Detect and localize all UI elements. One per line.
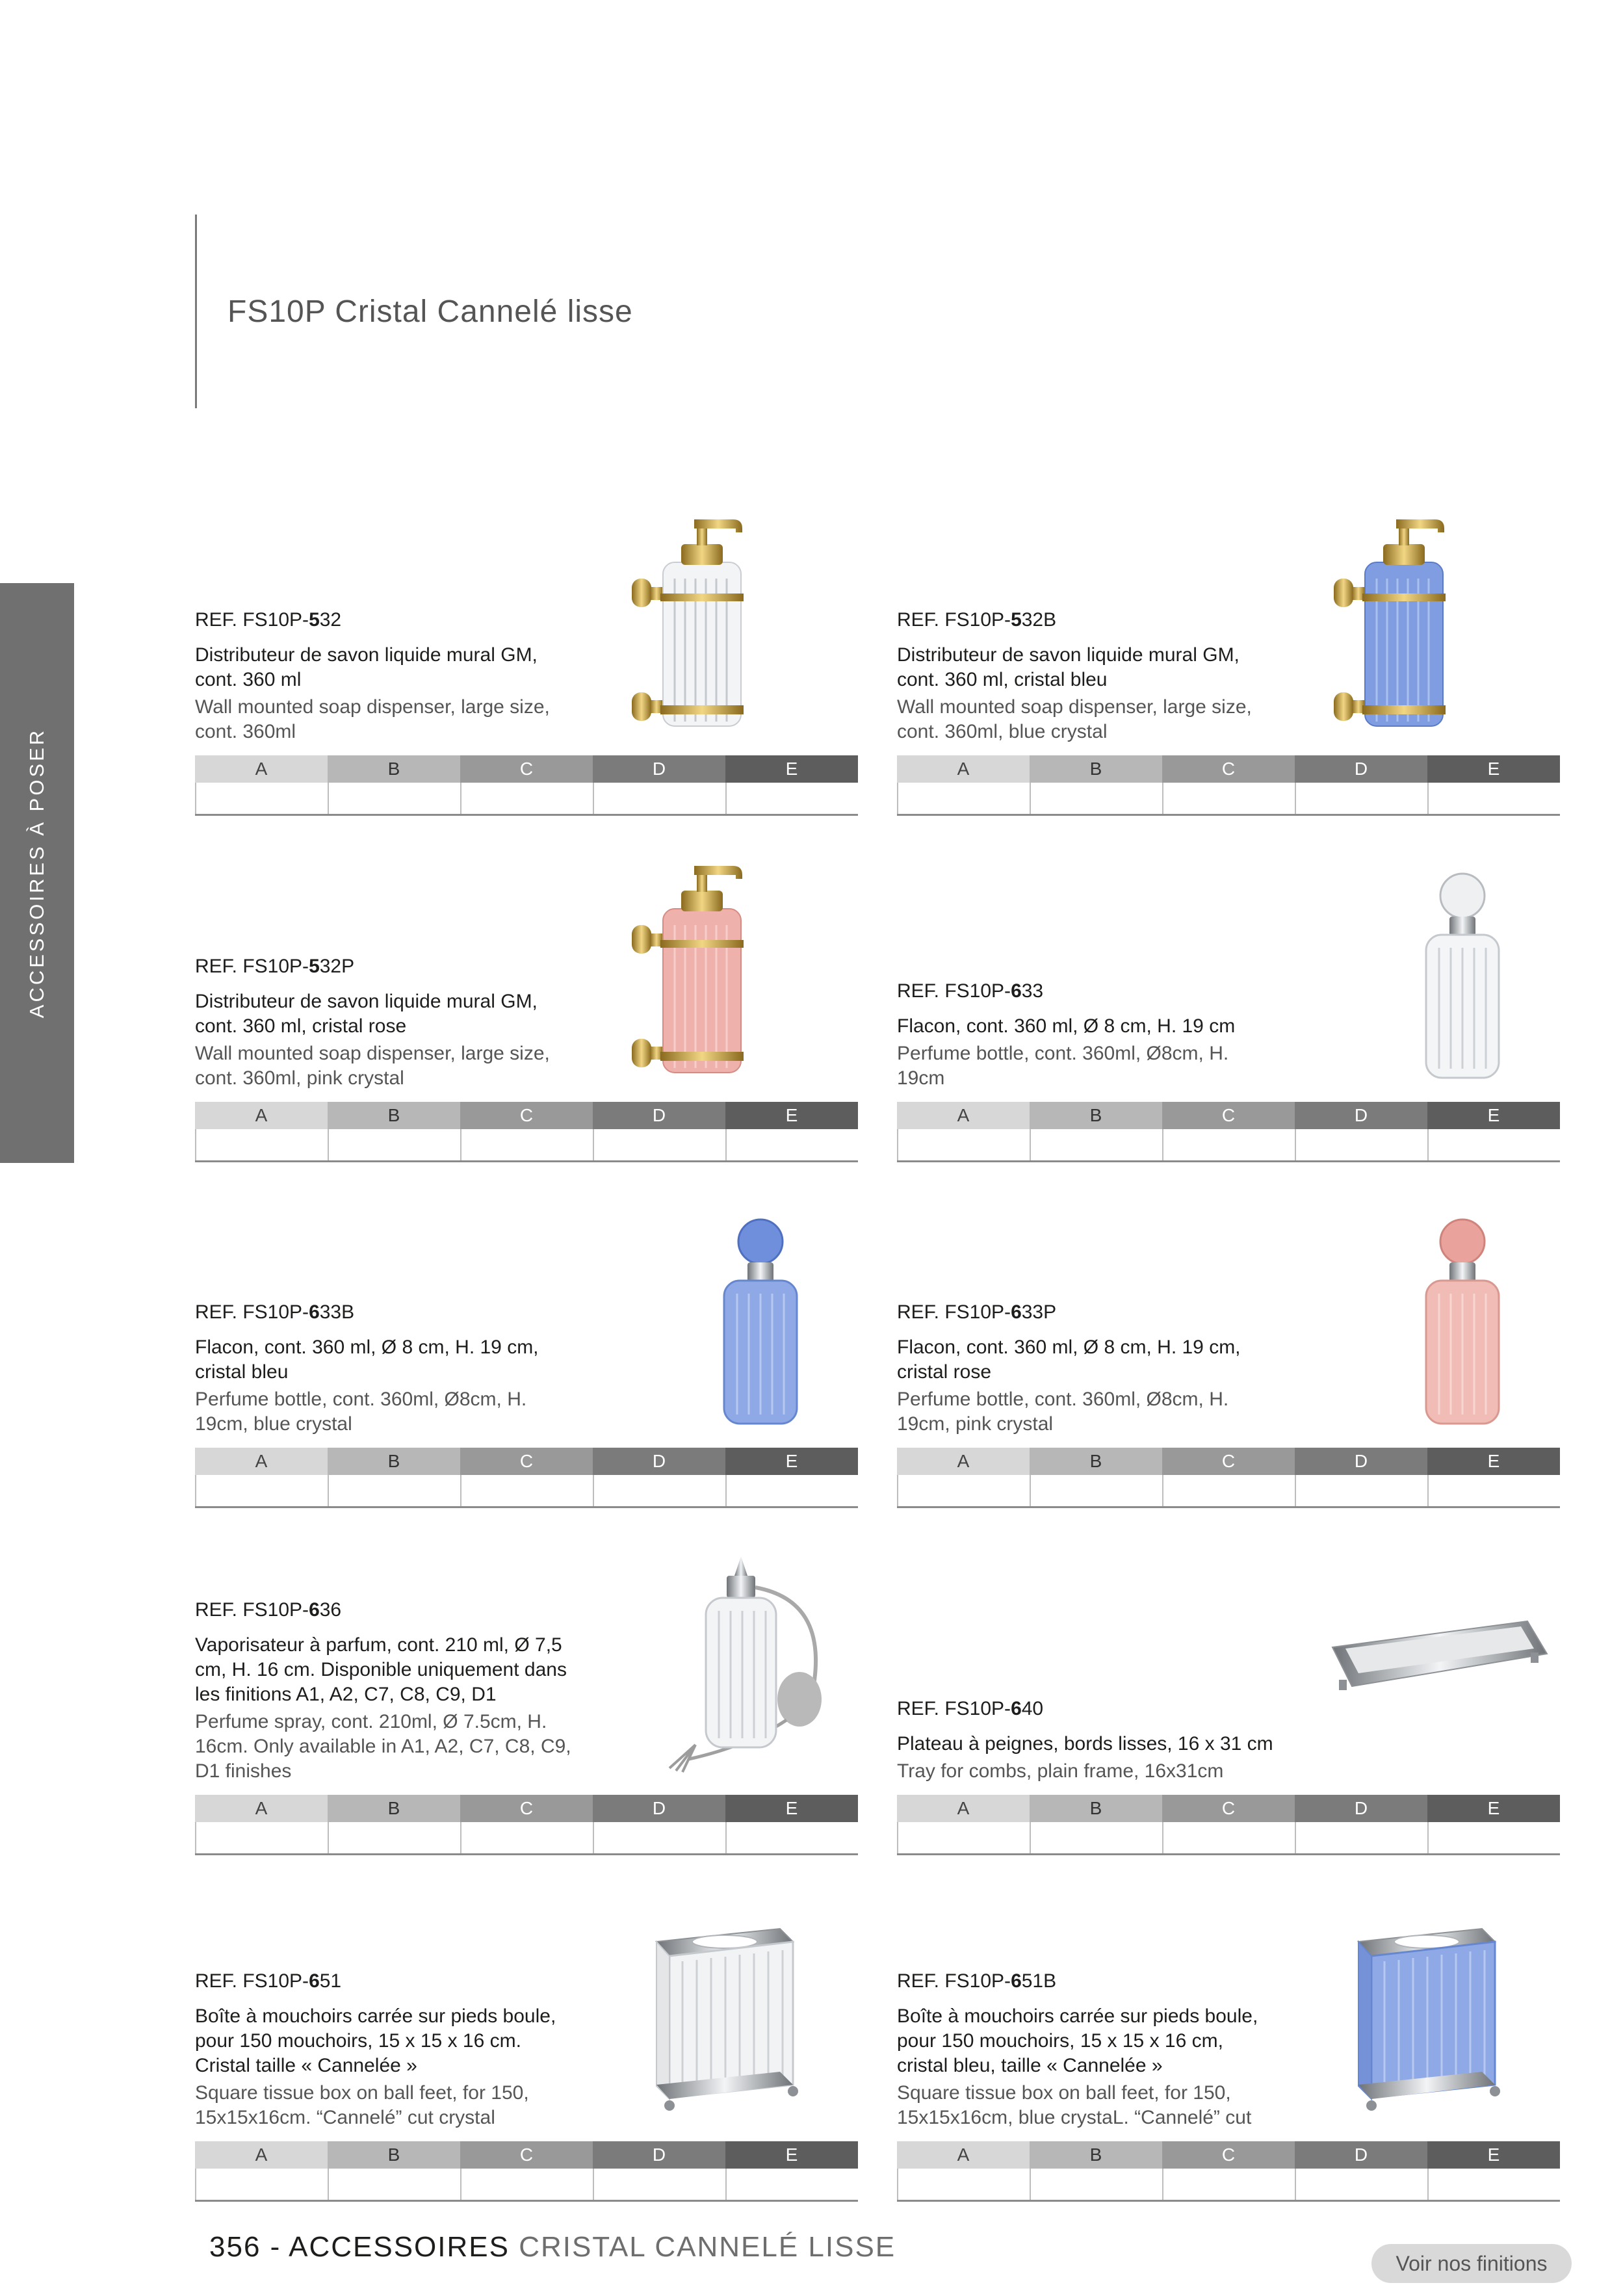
voir-finitions-button[interactable]: Voir nos finitions	[1371, 2244, 1572, 2283]
finish-cell	[1162, 1129, 1295, 1160]
finish-cell	[1162, 1475, 1295, 1506]
product-desc-fr: Vaporisateur à parfum, cont. 210 ml, Ø 7,5 cm, H. 16 cm. Disponible uniquement dans les finitions A1, A2, C7, C8, C9, D1	[195, 1634, 567, 1705]
finish-cell	[593, 2169, 725, 2200]
finish-col-a: A	[195, 1795, 328, 1822]
finish-col-a: A	[195, 1448, 328, 1475]
finish-cell	[195, 1822, 328, 1853]
perfume-bottle-clear-icon	[1319, 857, 1553, 1091]
product-desc-fr: Flacon, cont. 360 ml, Ø 8 cm, H. 19 cm, cristal rose	[897, 1337, 1241, 1383]
soap-dispenser-clear-icon	[617, 510, 851, 744]
finish-cell	[195, 2169, 328, 2200]
finish-col-d: D	[593, 2141, 725, 2169]
finish-cell	[593, 1475, 725, 1506]
finish-cell	[328, 1475, 460, 1506]
finish-table	[897, 2141, 1560, 2202]
finish-cell	[897, 783, 1030, 814]
footer-subsection: CRISTAL CANNELÉ LISSE	[519, 2231, 896, 2263]
finish-cell	[1427, 1129, 1560, 1160]
finish-col-e: E	[1427, 1795, 1560, 1822]
finish-col-d: D	[593, 1448, 725, 1475]
finish-cell	[725, 1129, 858, 1160]
finish-cell	[897, 1129, 1030, 1160]
finish-cell	[1030, 2169, 1162, 2200]
finish-col-e: E	[1427, 1448, 1560, 1475]
page-title: FS10P Cristal Cannelé lisse	[227, 294, 633, 329]
finish-cell	[725, 1822, 858, 1853]
side-section-label: ACCESSOIRES À POSER	[25, 727, 48, 1019]
finish-cell	[460, 2169, 593, 2200]
finish-col-b: B	[328, 1795, 460, 1822]
product-ref: REF. FS10P-640	[897, 1698, 1044, 1719]
finish-table	[897, 1102, 1560, 1162]
finish-cell	[1030, 1129, 1162, 1160]
finish-table	[897, 755, 1560, 816]
product-desc-fr: Plateau à peignes, bords lisses, 16 x 31 cm	[897, 1733, 1273, 1755]
finish-col-e: E	[725, 1102, 858, 1129]
finish-table	[195, 755, 858, 816]
product-desc-en: Perfume spray, cont. 210ml, Ø 7.5cm, H. 16cm. Only available in A1, A2, C7, C8, C9, D1 finishes	[195, 1711, 571, 1782]
finish-col-a: A	[195, 2141, 328, 2169]
product-ref: REF. FS10P-633	[897, 980, 1044, 1002]
finish-cell	[897, 2169, 1030, 2200]
finish-cell	[593, 783, 725, 814]
product-desc-en: Square tissue box on ball feet, for 150, 15x15x16cm, blue crystaL. “Cannelé” cut	[897, 2082, 1252, 2128]
finish-cell	[1030, 1475, 1162, 1506]
finish-col-d: D	[593, 1102, 725, 1129]
finish-col-b: B	[328, 1102, 460, 1129]
finish-cell	[1427, 2169, 1560, 2200]
finish-col-c: C	[1162, 1448, 1295, 1475]
finish-col-c: C	[460, 2141, 593, 2169]
finish-col-a: A	[897, 1795, 1030, 1822]
finish-cell	[1295, 1475, 1427, 1506]
finish-cell	[593, 1822, 725, 1853]
finish-col-c: C	[1162, 1795, 1295, 1822]
product-ref: REF. FS10P-633B	[195, 1301, 355, 1323]
product-card	[897, 510, 1560, 816]
finish-cell	[460, 1822, 593, 1853]
finish-cell	[1427, 1822, 1560, 1853]
finish-cell	[1030, 783, 1162, 814]
product-desc-en: Tray for combs, plain frame, 16x31cm	[897, 1760, 1224, 1782]
title-rule	[195, 215, 197, 408]
finish-col-a: A	[897, 1102, 1030, 1129]
product-ref: REF. FS10P-633P	[897, 1301, 1057, 1323]
finish-col-e: E	[1427, 1102, 1560, 1129]
page-number: 356 -	[209, 2231, 289, 2263]
product-ref: REF. FS10P-532	[195, 609, 342, 631]
product-card	[195, 1896, 858, 2202]
finish-col-b: B	[1030, 1102, 1162, 1129]
product-desc-fr: Boîte à mouchoirs carrée sur pieds boule, pour 150 mouchoirs, 15 x 15 x 16 cm. Cristal taille « Cannelée »	[195, 2005, 556, 2076]
product-card	[897, 1896, 1560, 2202]
product-desc-en: Square tissue box on ball feet, for 150, 15x15x16cm. “Cannelé” cut crystal	[195, 2082, 529, 2128]
finish-col-d: D	[1295, 1102, 1427, 1129]
finish-cell	[195, 1475, 328, 1506]
finish-col-d: D	[593, 1795, 725, 1822]
finish-cell	[195, 783, 328, 814]
product-desc-fr: Distributeur de savon liquide mural GM, cont. 360 ml, cristal bleu	[897, 644, 1240, 690]
product-desc-fr: Flacon, cont. 360 ml, Ø 8 cm, H. 19 cm	[897, 1015, 1236, 1037]
finish-cell	[1162, 2169, 1295, 2200]
finish-col-b: B	[1030, 1448, 1162, 1475]
finish-table	[195, 2141, 858, 2202]
product-card	[195, 1203, 858, 1508]
finish-col-c: C	[460, 755, 593, 783]
side-section-tab	[0, 583, 74, 1163]
finish-cell	[1295, 1822, 1427, 1853]
product-desc-fr: Distributeur de savon liquide mural GM, cont. 360 ml, cristal rose	[195, 991, 538, 1037]
product-card	[195, 857, 858, 1162]
product-ref: REF. FS10P-636	[195, 1599, 342, 1621]
finish-cell	[725, 1475, 858, 1506]
product-ref: REF. FS10P-651B	[897, 1970, 1057, 1992]
finish-cell	[328, 1129, 460, 1160]
finish-table	[195, 1795, 858, 1855]
footer-section: ACCESSOIRES	[289, 2231, 519, 2263]
finish-col-e: E	[725, 1795, 858, 1822]
product-desc-fr: Boîte à mouchoirs carrée sur pieds boule, pour 150 mouchoirs, 15 x 15 x 16 cm, cristal bleu, taille « Cannelée »	[897, 2005, 1258, 2076]
product-ref: REF. FS10P-532B	[897, 609, 1057, 631]
tissue-box-blue-icon	[1319, 1896, 1553, 2130]
finish-cell	[897, 1475, 1030, 1506]
finish-table	[195, 1102, 858, 1162]
finish-col-c: C	[1162, 755, 1295, 783]
finish-table	[897, 1795, 1560, 1855]
finish-cell	[328, 783, 460, 814]
finish-cell	[1295, 1129, 1427, 1160]
finish-cell	[1427, 1475, 1560, 1506]
finish-col-b: B	[328, 755, 460, 783]
finish-col-d: D	[1295, 755, 1427, 783]
finish-col-e: E	[725, 755, 858, 783]
finish-cell	[1295, 783, 1427, 814]
finish-cell	[460, 1129, 593, 1160]
finish-col-e: E	[725, 2141, 858, 2169]
finish-table	[897, 1448, 1560, 1508]
page-footer	[209, 2231, 896, 2263]
perfume-bottle-pink-icon	[1319, 1203, 1553, 1437]
finish-col-d: D	[1295, 2141, 1427, 2169]
finish-cell	[1427, 783, 1560, 814]
finish-cell	[725, 783, 858, 814]
finish-cell	[460, 1475, 593, 1506]
finish-cell	[1295, 2169, 1427, 2200]
finish-col-d: D	[1295, 1448, 1427, 1475]
finish-col-e: E	[1427, 2141, 1560, 2169]
finish-col-b: B	[328, 2141, 460, 2169]
finish-cell	[328, 1822, 460, 1853]
perfume-bottle-blue-icon	[617, 1203, 851, 1437]
product-desc-en: Wall mounted soap dispenser, large size, cont. 360ml	[195, 696, 550, 742]
comb-tray-icon	[1319, 1550, 1553, 1784]
finish-col-c: C	[1162, 2141, 1295, 2169]
product-desc-en: Wall mounted soap dispenser, large size, cont. 360ml, blue crystal	[897, 696, 1252, 742]
product-desc-fr: Distributeur de savon liquide mural GM, cont. 360 ml	[195, 644, 538, 690]
finish-cell	[460, 783, 593, 814]
product-desc-en: Perfume bottle, cont. 360ml, Ø8cm, H. 19cm, blue crystal	[195, 1389, 527, 1435]
tissue-box-clear-icon	[617, 1896, 851, 2130]
product-ref: REF. FS10P-532P	[195, 956, 355, 977]
product-card	[897, 1203, 1560, 1508]
finish-col-c: C	[460, 1448, 593, 1475]
product-desc-fr: Flacon, cont. 360 ml, Ø 8 cm, H. 19 cm, cristal bleu	[195, 1337, 539, 1383]
finish-cell	[1162, 1822, 1295, 1853]
product-ref: REF. FS10P-651	[195, 1970, 342, 1992]
finish-col-a: A	[897, 1448, 1030, 1475]
finish-col-a: A	[195, 755, 328, 783]
finish-col-a: A	[195, 1102, 328, 1129]
product-card	[195, 510, 858, 816]
finish-col-c: C	[460, 1795, 593, 1822]
finish-col-b: B	[1030, 2141, 1162, 2169]
finish-col-e: E	[1427, 755, 1560, 783]
finish-cell	[725, 2169, 858, 2200]
finish-col-c: C	[1162, 1102, 1295, 1129]
perfume-spray-icon	[617, 1550, 851, 1784]
finish-col-a: A	[897, 2141, 1030, 2169]
product-card	[897, 857, 1560, 1162]
finish-col-b: B	[1030, 1795, 1162, 1822]
finish-col-e: E	[725, 1448, 858, 1475]
finish-col-b: B	[328, 1448, 460, 1475]
finish-cell	[593, 1129, 725, 1160]
product-desc-en: Perfume bottle, cont. 360ml, Ø8cm, H. 19cm	[897, 1043, 1229, 1089]
finish-col-d: D	[593, 755, 725, 783]
product-desc-en: Wall mounted soap dispenser, large size, cont. 360ml, pink crystal	[195, 1043, 550, 1089]
finish-cell	[1162, 783, 1295, 814]
product-desc-en: Perfume bottle, cont. 360ml, Ø8cm, H. 19cm, pink crystal	[897, 1389, 1229, 1435]
soap-dispenser-pink-icon	[617, 857, 851, 1091]
finish-table	[195, 1448, 858, 1508]
finish-cell	[1030, 1822, 1162, 1853]
finish-col-c: C	[460, 1102, 593, 1129]
finish-cell	[328, 2169, 460, 2200]
finish-col-d: D	[1295, 1795, 1427, 1822]
product-card	[897, 1550, 1560, 1855]
product-card	[195, 1550, 858, 1855]
finish-cell	[195, 1129, 328, 1160]
soap-dispenser-blue-icon	[1319, 510, 1553, 744]
finish-col-a: A	[897, 755, 1030, 783]
finish-col-b: B	[1030, 755, 1162, 783]
finish-cell	[897, 1822, 1030, 1853]
